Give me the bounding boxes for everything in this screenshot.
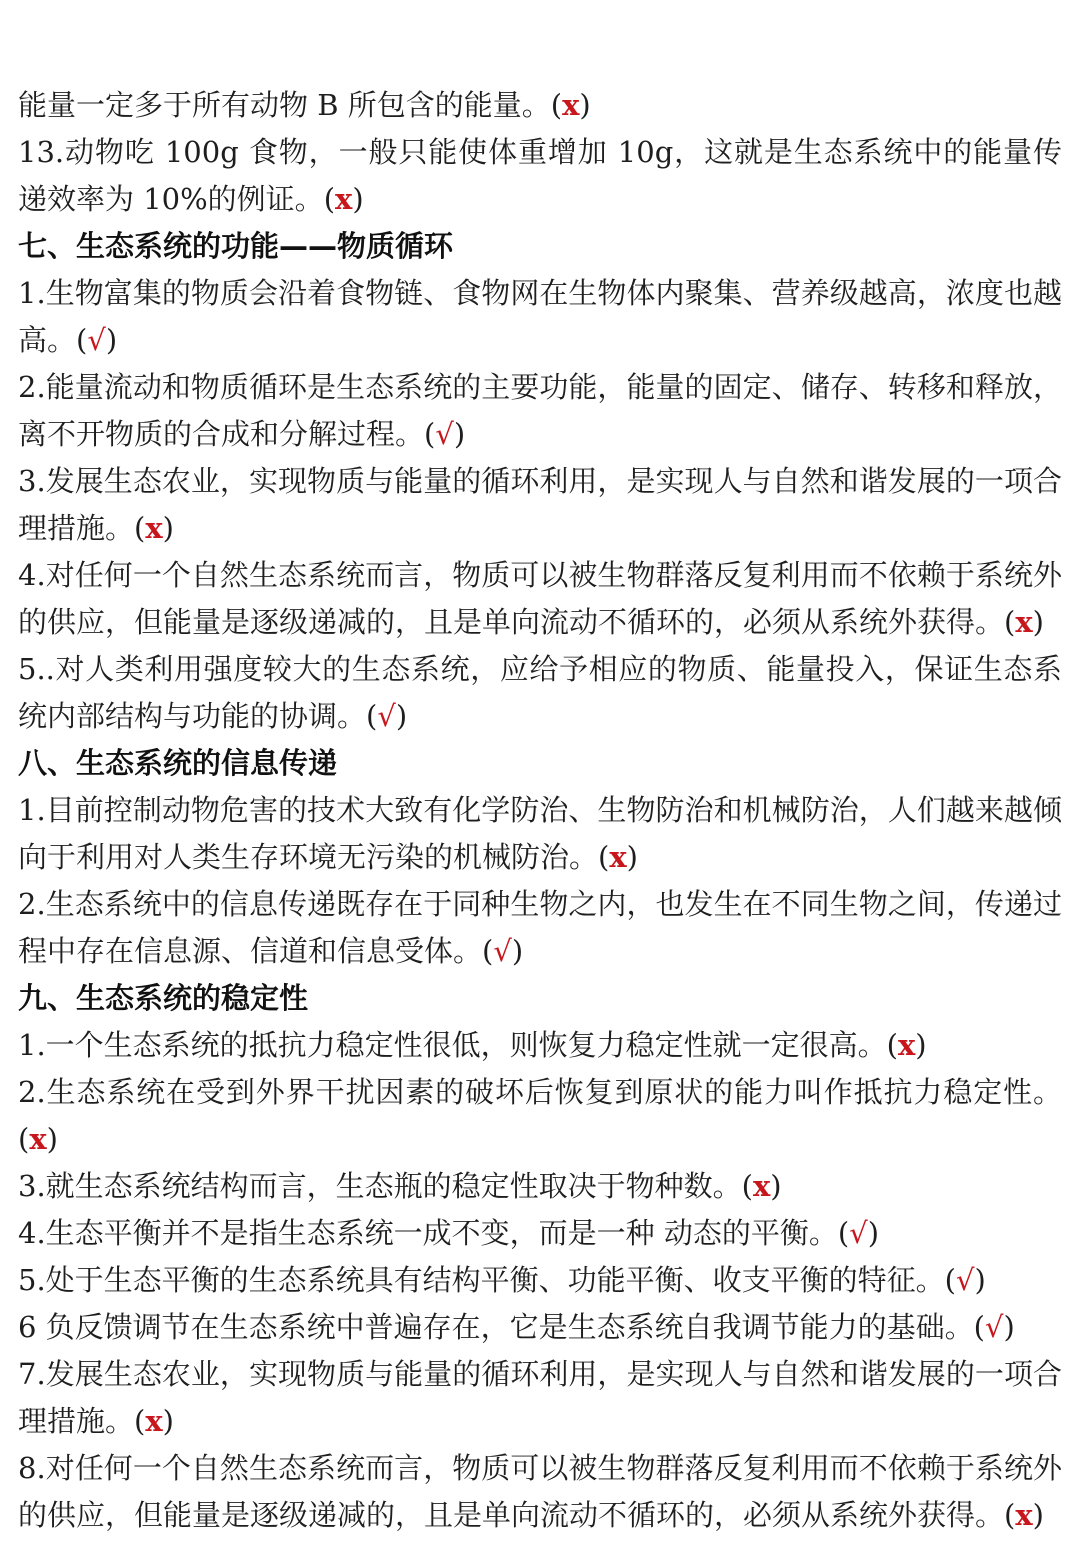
answer-mark: (x) xyxy=(550,88,591,122)
question-text: 1.生物富集的物质会沿着食物链、食物网在生物体内聚集、营养级越高，浓度也越高。 xyxy=(18,276,1062,357)
section-heading: 八、生态系统的信息传递 xyxy=(18,746,338,780)
question-text: 1.目前控制动物危害的技术大致有化学防治、生物防治和机械防治，人们越来越倾向于利用对人类生存环境无污染的机械防治。 xyxy=(18,793,1062,874)
cross-mark-icon: x xyxy=(898,1028,916,1062)
question-text: 2.能量流动和物质循环是生态系统的主要功能，能量的固定、储存、转移和释放，离不开物质的合成和分解过程。 xyxy=(18,370,1062,451)
question-item xyxy=(18,1351,1062,1445)
answer-mark: (x) xyxy=(134,1404,174,1438)
cross-mark-icon: x xyxy=(29,1122,47,1156)
answer-mark: (x) xyxy=(886,1028,927,1062)
question-item xyxy=(18,82,1062,129)
check-mark-icon: √ xyxy=(849,1216,868,1250)
check-mark-icon: √ xyxy=(493,934,512,968)
question-text: 1.一个生态系统的抵抗力稳定性很低，则恢复力稳定性就一定很高。 xyxy=(18,1028,887,1062)
question-text: 3.就生态系统结构而言，生态瓶的稳定性取决于物种数。 xyxy=(18,1169,742,1203)
answer-mark: (x) xyxy=(18,1122,58,1156)
question-item xyxy=(18,1257,1062,1304)
question-item xyxy=(18,1210,1062,1257)
question-text: 3.发展生态农业，实现物质与能量的循环利用，是实现人与自然和谐发展的一项合理措施。 xyxy=(18,464,1062,545)
answer-mark: (x) xyxy=(134,511,174,545)
question-text: 4.对任何一个自然生态系统而言，物质可以被生物群落反复利用而不依赖于系统外的供应，但能量是逐级递减的，且是单向流动不循环的，必须从系统外获得。 xyxy=(18,558,1062,639)
check-mark-icon: √ xyxy=(985,1310,1004,1344)
question-item xyxy=(18,1445,1062,1539)
question-text: 2.生态系统在受到外界干扰因素的破坏后恢复到原状的能力叫作抵抗力稳定性。 xyxy=(18,1075,1062,1109)
answer-mark: (x) xyxy=(598,840,638,874)
question-item xyxy=(18,646,1062,740)
cross-mark-icon: x xyxy=(1015,605,1033,639)
question-item xyxy=(18,787,1062,881)
cross-mark-icon: x xyxy=(562,88,580,122)
question-item xyxy=(18,129,1062,223)
question-item xyxy=(18,270,1062,364)
document-body xyxy=(18,82,1062,1539)
question-item xyxy=(18,364,1062,458)
answer-mark: (√) xyxy=(76,323,118,357)
question-item xyxy=(18,458,1062,552)
question-text: 8.对任何一个自然生态系统而言，物质可以被生物群落反复利用而不依赖于系统外的供应，但能量是逐级递减的，且是单向流动不循环的，必须从系统外获得。 xyxy=(18,1451,1062,1532)
cross-mark-icon: x xyxy=(609,840,627,874)
section-heading: 七、生态系统的功能——物质循环 xyxy=(18,229,454,263)
cross-mark-icon: x xyxy=(1015,1498,1033,1532)
answer-mark: (√) xyxy=(424,417,466,451)
question-text: 5.处于生态平衡的生态系统具有结构平衡、功能平衡、收支平衡的特征。 xyxy=(18,1263,945,1297)
answer-mark: (√) xyxy=(973,1310,1015,1344)
answer-mark: (√) xyxy=(837,1216,880,1250)
answer-mark: (x) xyxy=(741,1169,782,1203)
question-item xyxy=(18,552,1062,646)
check-mark-icon: √ xyxy=(435,417,454,451)
question-text: 5..对人类利用强度较大的生态系统，应给予相应的物质、能量投入，保证生态系统内部结构与功能的协调。 xyxy=(18,652,1062,733)
cross-mark-icon: x xyxy=(753,1169,771,1203)
answer-mark: (x) xyxy=(1004,605,1044,639)
answer-mark: (x) xyxy=(323,182,364,216)
question-text: 13.动物吃 100g 食物，一般只能使体重增加 10g，这就是生态系统中的能量传递效率为 10%的例证。 xyxy=(18,135,1062,216)
question-text: 能量一定多于所有动物 B 所包含的能量。 xyxy=(18,88,551,122)
question-item xyxy=(18,1069,1062,1163)
section-heading: 九、生态系统的稳定性 xyxy=(18,981,309,1015)
question-text: 2.生态系统中的信息传递既存在于同种生物之内，也发生在不同生物之间，传递过程中存在信息源、信道和信息受体。 xyxy=(18,887,1062,968)
cross-mark-icon: x xyxy=(145,511,163,545)
check-mark-icon: √ xyxy=(956,1263,975,1297)
check-mark-icon: √ xyxy=(87,323,106,357)
answer-mark: (√) xyxy=(944,1263,986,1297)
question-text: 4.生态平衡并不是指生态系统一成不变，而是一种 动态的平衡。 xyxy=(18,1216,838,1250)
question-text: 6 负反馈调节在生态系统中普遍存在，它是生态系统自我调节能力的基础。 xyxy=(18,1310,974,1344)
question-item xyxy=(18,881,1062,975)
answer-mark: (√) xyxy=(482,934,524,968)
question-item xyxy=(18,1022,1062,1069)
answer-mark: (x) xyxy=(1004,1498,1044,1532)
cross-mark-icon: x xyxy=(335,182,353,216)
question-item xyxy=(18,1304,1062,1351)
answer-mark: (√) xyxy=(366,699,408,733)
question-text: 7.发展生态农业，实现物质与能量的循环利用，是实现人与自然和谐发展的一项合理措施。 xyxy=(18,1357,1062,1438)
check-mark-icon: √ xyxy=(377,699,396,733)
question-item xyxy=(18,1163,1062,1210)
cross-mark-icon: x xyxy=(145,1404,163,1438)
